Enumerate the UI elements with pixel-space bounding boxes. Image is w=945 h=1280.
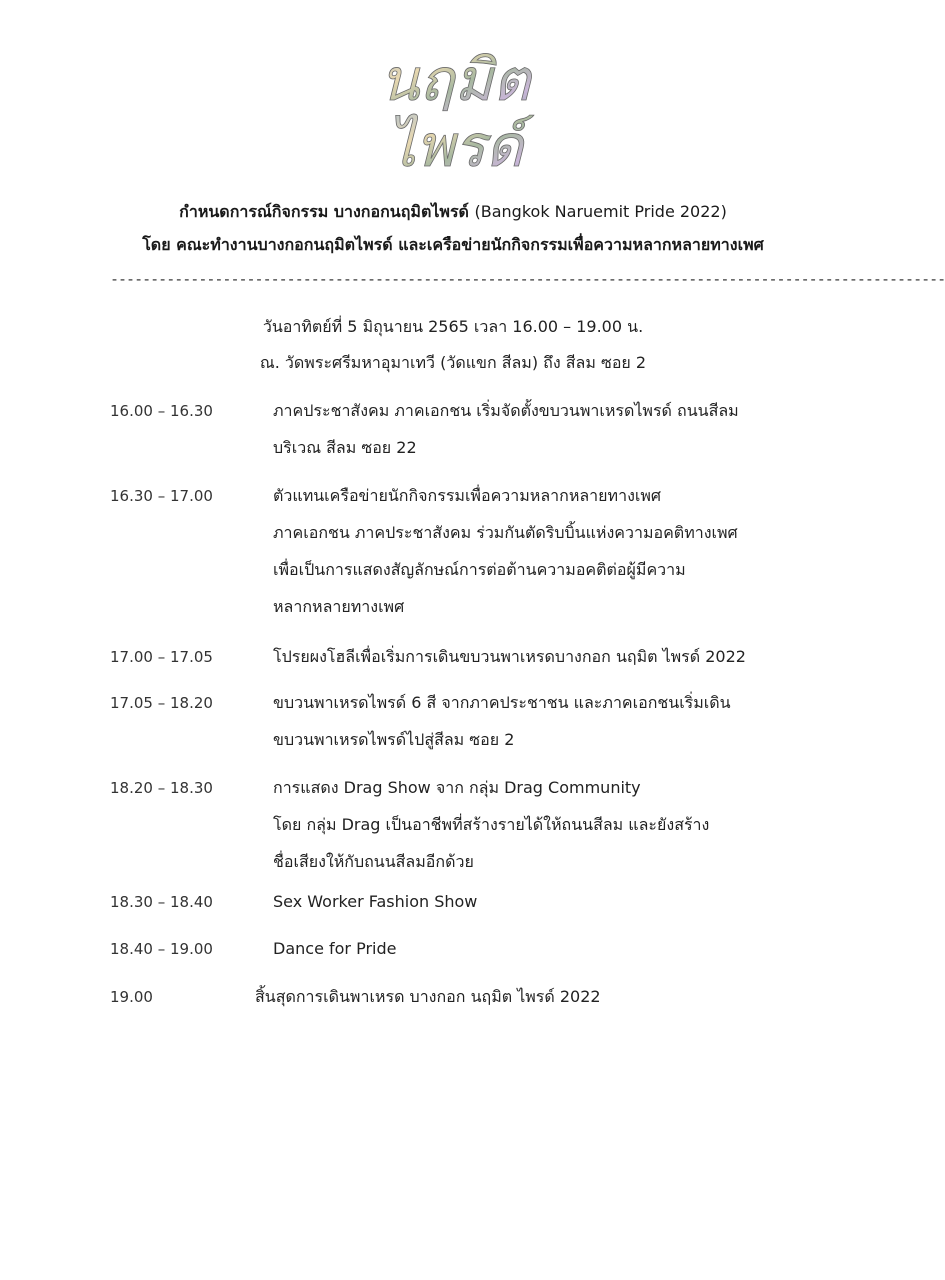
logo-line-1: นฤมิต [379, 46, 531, 114]
title-english: (Bangkok Naruemit Pride 2022) [474, 202, 727, 221]
schedule-description [273, 638, 833, 675]
schedule-time: 16.30 – 17.00 [110, 487, 213, 505]
description-line: หลากหลายทางเพศ [273, 597, 405, 616]
description-line: เพื่อเป็นการแสดงสัญลักษณ์การต่อต้านความอคติต่อผู้มีความ [273, 560, 686, 579]
description-line: Sex Worker Fashion Show [273, 892, 478, 911]
schedule-description [273, 769, 833, 880]
schedule-time: 18.20 – 18.30 [110, 779, 213, 797]
schedule-description [273, 930, 833, 967]
description-line: ชื่อเสียงให้กับถนนสีลมอีกด้วย [273, 852, 474, 871]
description-line: ภาคเอกชน ภาคประชาสังคม ร่วมกันตัดริบบิ้นแห่งความอคติทางเพศ [273, 523, 738, 542]
logo-line-2: ไพรด์ [386, 112, 524, 180]
schedule-description [273, 883, 833, 920]
description-line: ขบวนพาเหรดไพรด์ 6 สี จากภาคประชาชน และภาคเอกชนเริ่มเดิน [273, 693, 731, 712]
schedule-time: 17.05 – 18.20 [110, 694, 213, 712]
schedule-time: 16.00 – 16.30 [110, 402, 213, 420]
description-line: โดย กลุ่ม Drag เป็นอาชีพที่สร้างรายได้ให้ถนนสีลม และยังสร้าง [273, 815, 710, 834]
event-location: ณ. วัดพระศรีมหาอุมาเทวี (วัดแขก สีลม) ถึง สีลม ซอย 2 [259, 353, 647, 372]
description-line: โปรยผงโฮลีเพื่อเริ่มการเดินขบวนพาเหรดบางกอก นฤมิต ไพรด์ 2022 [273, 647, 746, 666]
description-line: ขบวนพาเหรดไพรด์ไปสู่สีลม ซอย 2 [273, 730, 515, 749]
schedule-description [273, 392, 833, 466]
description-line: ภาคประชาสังคม ภาคเอกชน เริ่มจัดตั้งขบวนพาเหรดไพรด์ ถนนสีลม [273, 401, 739, 420]
description-line: สิ้นสุดการเดินพาเหรด บางกอก นฤมิต ไพรด์ 2022 [255, 987, 601, 1006]
schedule-time: 18.30 – 18.40 [110, 893, 213, 911]
schedule-time: 17.00 – 17.05 [110, 648, 213, 666]
schedule-description [255, 978, 815, 1015]
title-thai: กำหนดการณ์กิจกรรม บางกอกนฤมิตไพรด์ [179, 202, 469, 221]
naruemit-pride-logo [330, 38, 580, 178]
description-line: การแสดง Drag Show จาก กลุ่ม Drag Community [273, 778, 641, 797]
event-date-time: วันอาทิตย์ที่ 5 มิถุนายน 2565 เวลา 16.00 – 19.00 น. [262, 317, 644, 336]
description-line: Dance for Pride [273, 939, 397, 958]
description-line: บริเวณ สีลม ซอย 22 [273, 438, 417, 457]
schedule-time: 18.40 – 19.00 [110, 940, 213, 958]
schedule-description [273, 477, 833, 625]
description-line: ตัวแทนเครือข่ายนักกิจกรรมเพื่อความหลากหลายทางเพศ [273, 486, 662, 505]
divider: -------------------------------------------------------------------------------------------------------- [110, 270, 945, 288]
schedule-time: 19.00 [110, 988, 153, 1006]
logo [330, 38, 580, 178]
document-subtitle: โดย คณะทำงานบางกอกนฤมิตไพรด์ และเครือข่ายนักกิจกรรมเพื่อความหลากหลายทางเพศ [142, 235, 764, 254]
schedule-description [273, 684, 833, 758]
document-title [0, 200, 906, 225]
